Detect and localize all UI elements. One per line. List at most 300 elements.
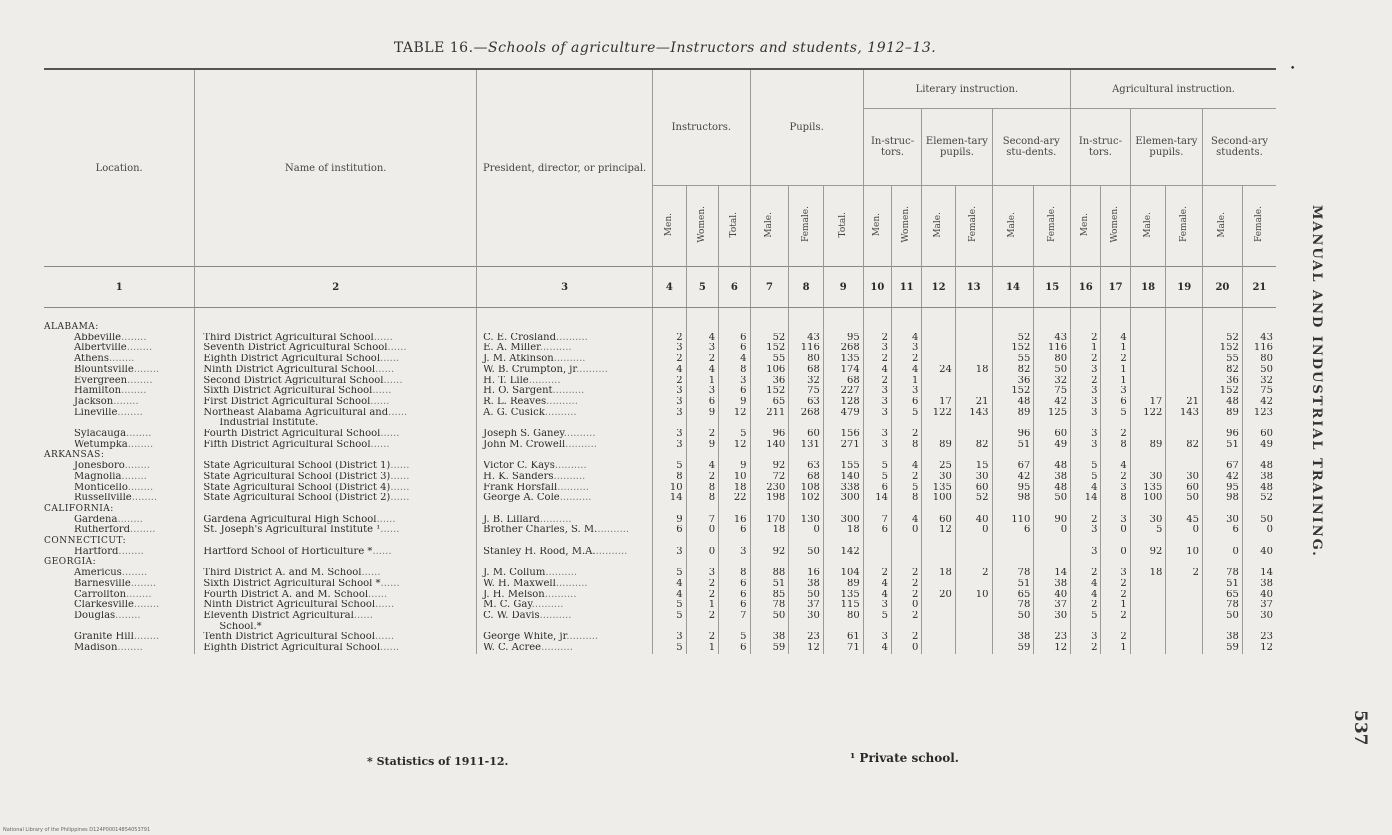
institution-name: Fourth District A. and M. School <box>203 589 369 600</box>
header-female <box>1242 186 1276 267</box>
value-cell <box>1130 590 1166 601</box>
institution-name: Northeast Alabama Agricultural and <box>203 407 389 418</box>
value-cell: 4 <box>1071 590 1101 601</box>
table-row <box>44 472 1276 483</box>
value-cell <box>863 418 891 429</box>
value-cell: 95 <box>823 333 863 344</box>
location-label: Americus <box>74 568 122 579</box>
column-number-row <box>44 267 1276 308</box>
value-cell: 2 <box>686 579 718 590</box>
institution-cell: Gardena Agricultural High School...... <box>195 515 477 526</box>
value-cell <box>955 536 992 547</box>
column-number: 13 <box>955 267 992 308</box>
value-cell: 5 <box>719 632 750 643</box>
value-cell: 14 <box>863 493 891 504</box>
value-cell <box>1166 622 1203 633</box>
value-cell: 2 <box>891 354 921 365</box>
value-cell: 71 <box>823 643 863 654</box>
value-cell: 6 <box>1203 525 1243 536</box>
value-cell <box>653 557 687 568</box>
value-cell: 23 <box>1034 632 1071 643</box>
value-cell <box>1166 365 1203 376</box>
value-cell: 48 <box>1242 483 1276 494</box>
value-cell <box>1242 450 1276 461</box>
value-cell: 60 <box>955 483 992 494</box>
value-cell: 50 <box>1034 365 1071 376</box>
value-cell <box>922 600 956 611</box>
value-cell: 0 <box>891 643 921 654</box>
value-cell: 50 <box>992 611 1034 622</box>
value-cell <box>955 557 992 568</box>
header-male-label: Male. <box>1007 211 1018 238</box>
location-label: Jonesboro <box>74 461 125 472</box>
value-cell <box>922 333 956 344</box>
value-cell: 32 <box>1034 376 1071 387</box>
value-cell: 6 <box>653 525 687 536</box>
value-cell <box>1101 418 1130 429</box>
value-cell: 12 <box>719 440 750 451</box>
value-cell <box>719 504 750 515</box>
value-cell: 3 <box>719 376 750 387</box>
column-number: 5 <box>686 267 718 308</box>
value-cell: 2 <box>955 568 992 579</box>
page-number: 537 <box>1350 710 1370 746</box>
value-cell: 152 <box>1203 343 1243 354</box>
value-cell <box>1242 504 1276 515</box>
president-name: George White, jr <box>483 632 567 643</box>
value-cell: 38 <box>750 632 789 643</box>
value-cell: 102 <box>789 493 824 504</box>
value-cell: 268 <box>823 343 863 354</box>
header-women <box>1101 186 1130 267</box>
value-cell <box>1101 322 1130 333</box>
value-cell <box>1130 622 1166 633</box>
table-row <box>44 397 1276 408</box>
value-cell <box>1166 611 1203 622</box>
value-cell <box>1130 504 1166 515</box>
header-men <box>1071 186 1101 267</box>
value-cell: 55 <box>992 354 1034 365</box>
location-cell: Madison........ <box>44 643 195 654</box>
value-cell: 60 <box>922 515 956 526</box>
value-cell: 48 <box>992 397 1034 408</box>
value-cell: 96 <box>992 429 1034 440</box>
table-row <box>44 376 1276 387</box>
value-cell <box>1071 557 1101 568</box>
value-cell <box>1166 343 1203 354</box>
president-cell <box>477 557 653 568</box>
president-cell: John M. Crowell.......... <box>477 440 653 451</box>
location-cell <box>44 622 195 633</box>
value-cell: 18 <box>922 568 956 579</box>
value-cell: 3 <box>686 343 718 354</box>
state-name <box>44 322 195 333</box>
table-row <box>44 643 1276 654</box>
value-cell: 3 <box>653 343 687 354</box>
value-cell: 49 <box>1034 440 1071 451</box>
president-name: Stanley H. Rood, M.A. <box>483 546 596 557</box>
table-row <box>44 354 1276 365</box>
value-cell: 55 <box>1203 354 1243 365</box>
value-cell: 125 <box>1034 408 1071 419</box>
value-cell: 3 <box>863 386 891 397</box>
value-cell <box>1034 450 1071 461</box>
value-cell <box>1166 386 1203 397</box>
value-cell: 227 <box>823 386 863 397</box>
location-label: Athens <box>74 354 109 365</box>
location-cell: Albertville........ <box>44 343 195 354</box>
table-row <box>44 611 1276 622</box>
value-cell: 12 <box>922 525 956 536</box>
value-cell: 30 <box>1130 515 1166 526</box>
value-cell: 2 <box>1071 515 1101 526</box>
value-cell: 89 <box>1130 440 1166 451</box>
location-label: Monticello <box>74 482 128 493</box>
president-name: A. G. Cusick <box>483 407 545 418</box>
table-row <box>44 525 1276 536</box>
value-cell: 92 <box>750 461 789 472</box>
value-cell <box>789 622 824 633</box>
value-cell: 63 <box>789 461 824 472</box>
value-cell: 7 <box>686 515 718 526</box>
value-cell <box>922 547 956 558</box>
value-cell: 152 <box>992 343 1034 354</box>
value-cell: 89 <box>922 440 956 451</box>
value-cell: 5 <box>653 611 687 622</box>
value-cell: 100 <box>922 493 956 504</box>
value-cell <box>1166 354 1203 365</box>
value-cell <box>686 536 718 547</box>
value-cell <box>1130 450 1166 461</box>
value-cell: 128 <box>823 397 863 408</box>
header-male <box>922 186 956 267</box>
value-cell <box>955 333 992 344</box>
value-cell <box>686 450 718 461</box>
value-cell: 80 <box>1034 354 1071 365</box>
value-cell <box>992 622 1034 633</box>
value-cell <box>1130 333 1166 344</box>
value-cell: 1 <box>1071 343 1101 354</box>
value-cell: 52 <box>1242 493 1276 504</box>
value-cell: 12 <box>1034 643 1071 654</box>
value-cell <box>1242 557 1276 568</box>
value-cell: 4 <box>686 461 718 472</box>
value-cell: 18 <box>955 365 992 376</box>
value-cell: 95 <box>992 483 1034 494</box>
value-cell <box>1034 622 1071 633</box>
column-number: 16 <box>1071 267 1101 308</box>
value-cell <box>955 376 992 387</box>
value-cell: 82 <box>992 365 1034 376</box>
institution-name: Sixth District Agricultural School <box>203 386 373 397</box>
value-cell <box>922 343 956 354</box>
institution-name: Eighth District Agricultural School <box>203 354 381 365</box>
location-cell: Americus........ <box>44 568 195 579</box>
value-cell: 80 <box>1242 354 1276 365</box>
value-cell: 5 <box>863 472 891 483</box>
value-cell: 3 <box>1071 429 1101 440</box>
value-cell: 2 <box>891 632 921 643</box>
president-name: John M. Crowell <box>483 439 566 450</box>
value-cell: 52 <box>750 333 789 344</box>
value-cell <box>1034 547 1071 558</box>
president-name: W. H. Maxwell <box>483 578 556 589</box>
value-cell: 40 <box>1034 590 1071 601</box>
value-cell: 104 <box>823 568 863 579</box>
president-name: Frank Horsfall <box>483 482 558 493</box>
value-cell <box>750 322 789 333</box>
value-cell: 36 <box>750 376 789 387</box>
value-cell: 40 <box>1242 547 1276 558</box>
value-cell: 130 <box>789 515 824 526</box>
value-cell: 152 <box>992 386 1034 397</box>
value-cell <box>891 536 921 547</box>
location-label: Barnesville <box>74 578 131 589</box>
value-cell: 6 <box>719 525 750 536</box>
value-cell <box>863 557 891 568</box>
header-women <box>891 186 921 267</box>
value-cell <box>823 622 863 633</box>
value-cell <box>1242 536 1276 547</box>
institution-cell: Northeast Alabama Agricultural and...... <box>195 408 477 419</box>
value-cell: 1 <box>1101 343 1130 354</box>
value-cell <box>1242 418 1276 429</box>
value-cell <box>653 450 687 461</box>
value-cell: 211 <box>750 408 789 419</box>
header-female-label: Female. <box>800 206 811 243</box>
value-cell <box>992 450 1034 461</box>
value-cell: 9 <box>719 397 750 408</box>
value-cell <box>1203 504 1243 515</box>
value-cell: 1 <box>686 643 718 654</box>
header-male-label: Male. <box>1142 211 1153 238</box>
header-location: Location. <box>44 69 195 267</box>
value-cell: 8 <box>1101 440 1130 451</box>
value-cell: 0 <box>891 600 921 611</box>
value-cell: 123 <box>1242 408 1276 419</box>
value-cell <box>1166 504 1203 515</box>
institution-cell: St. Joseph's Agricultural Institute ¹...... <box>195 525 477 536</box>
value-cell: 3 <box>863 600 891 611</box>
location-cell: Jonesboro........ <box>44 461 195 472</box>
running-head: MANUAL AND INDUSTRIAL TRAINING. <box>1309 205 1324 558</box>
institution-cell <box>195 504 477 515</box>
value-cell <box>1034 504 1071 515</box>
value-cell: 4 <box>891 515 921 526</box>
value-cell <box>891 450 921 461</box>
header-female <box>955 186 992 267</box>
institution-cell: Hartford School of Horticulture *...... <box>195 547 477 558</box>
header-male <box>1203 186 1243 267</box>
value-cell <box>955 386 992 397</box>
value-cell <box>955 579 992 590</box>
value-cell <box>922 536 956 547</box>
value-cell: 2 <box>891 611 921 622</box>
value-cell: 89 <box>1203 408 1243 419</box>
value-cell <box>922 354 956 365</box>
state-heading-row <box>44 322 1276 333</box>
value-cell <box>1203 622 1243 633</box>
value-cell <box>1166 536 1203 547</box>
value-cell: 3 <box>653 547 687 558</box>
president-cell: Joseph S. Ganey.......... <box>477 429 653 440</box>
value-cell: 78 <box>992 600 1034 611</box>
value-cell <box>1101 536 1130 547</box>
value-cell <box>1130 579 1166 590</box>
value-cell: 36 <box>1203 376 1243 387</box>
value-cell <box>992 418 1034 429</box>
location-label: Sylacauga <box>74 429 127 440</box>
value-cell <box>1101 450 1130 461</box>
value-cell: 82 <box>955 440 992 451</box>
value-cell: 2 <box>686 632 718 643</box>
value-cell: 2 <box>863 376 891 387</box>
value-cell: 135 <box>1130 483 1166 494</box>
table-row <box>44 590 1276 601</box>
value-cell: 135 <box>823 590 863 601</box>
institution-cell: Fourth District A. and M. School...... <box>195 590 477 601</box>
value-cell <box>1203 536 1243 547</box>
value-cell: 2 <box>1101 611 1130 622</box>
column-number: 19 <box>1166 267 1203 308</box>
value-cell <box>719 418 750 429</box>
table-row <box>44 429 1276 440</box>
value-cell: 143 <box>955 408 992 419</box>
value-cell: 5 <box>891 483 921 494</box>
value-cell <box>992 504 1034 515</box>
table-row <box>44 461 1276 472</box>
value-cell <box>922 611 956 622</box>
value-cell: 4 <box>686 333 718 344</box>
value-cell: 3 <box>1071 525 1101 536</box>
header-instructors: Instructors. <box>653 69 750 186</box>
table-row <box>44 600 1276 611</box>
value-cell <box>1166 590 1203 601</box>
value-cell <box>823 557 863 568</box>
value-cell: 1 <box>1101 376 1130 387</box>
value-cell: 55 <box>750 354 789 365</box>
header-female <box>1166 186 1203 267</box>
president-cell: J. B. Lillard.......... <box>477 515 653 526</box>
value-cell <box>1101 504 1130 515</box>
value-cell: 51 <box>1203 579 1243 590</box>
value-cell: 10 <box>719 472 750 483</box>
value-cell: 50 <box>750 611 789 622</box>
table-title-text: Schools of agriculture—Instructors and students, 1912–13. <box>488 40 937 56</box>
value-cell: 18 <box>719 483 750 494</box>
institution-cell <box>195 557 477 568</box>
value-cell <box>1242 322 1276 333</box>
value-cell: 22 <box>719 493 750 504</box>
president-cell: J. M. Atkinson.......... <box>477 354 653 365</box>
value-cell: 10 <box>955 590 992 601</box>
president-cell <box>477 622 653 633</box>
header-lit-secondary: Second-ary stu-dents. <box>992 109 1071 186</box>
institution-name: Seventh District Agricultural School <box>203 343 388 354</box>
value-cell <box>1166 632 1203 643</box>
value-cell: 5 <box>653 600 687 611</box>
institution-cell: Sixth District Agricultural School...... <box>195 386 477 397</box>
value-cell: 4 <box>891 461 921 472</box>
value-cell: 155 <box>823 461 863 472</box>
institution-cell: State Agricultural School (District 4)...... <box>195 483 477 494</box>
location-cell: Gardena........ <box>44 515 195 526</box>
value-cell <box>719 622 750 633</box>
value-cell: 60 <box>1166 483 1203 494</box>
value-cell: 68 <box>789 365 824 376</box>
value-cell <box>1166 418 1203 429</box>
value-cell: 2 <box>891 568 921 579</box>
location-label: Hamilton <box>74 386 122 397</box>
value-cell <box>955 343 992 354</box>
value-cell: 5 <box>653 461 687 472</box>
value-cell: 0 <box>891 525 921 536</box>
value-cell <box>719 536 750 547</box>
value-cell: 5 <box>1071 611 1101 622</box>
value-cell: 6 <box>719 579 750 590</box>
value-cell: 51 <box>992 440 1034 451</box>
value-cell: 0 <box>1203 547 1243 558</box>
value-cell: 17 <box>922 397 956 408</box>
value-cell: 3 <box>1071 365 1101 376</box>
location-cell: Sylacauga........ <box>44 429 195 440</box>
location-cell: Abbeville........ <box>44 333 195 344</box>
value-cell: 14 <box>653 493 687 504</box>
institution-name: Ninth District Agricultural School <box>203 600 376 611</box>
value-cell: 3 <box>1101 386 1130 397</box>
value-cell <box>653 622 687 633</box>
value-cell: 3 <box>653 429 687 440</box>
value-cell: 3 <box>1071 397 1101 408</box>
state-heading-row <box>44 557 1276 568</box>
header-men <box>863 186 891 267</box>
president-cell: J. M. Collum.......... <box>477 568 653 579</box>
value-cell: 23 <box>789 632 824 643</box>
header-total <box>719 186 750 267</box>
value-cell: 59 <box>992 643 1034 654</box>
institution-name: Tenth District Agricultural School <box>203 632 375 643</box>
value-cell: 85 <box>750 590 789 601</box>
value-cell: 3 <box>863 429 891 440</box>
value-cell: 8 <box>1101 493 1130 504</box>
value-cell: 78 <box>750 600 789 611</box>
value-cell <box>1071 418 1101 429</box>
president-name: H. O. Sargent <box>483 386 553 397</box>
value-cell: 6 <box>719 590 750 601</box>
value-cell: 3 <box>1071 386 1101 397</box>
value-cell <box>1130 557 1166 568</box>
value-cell: 80 <box>823 611 863 622</box>
president-name: H. K. Sanders <box>483 471 554 482</box>
value-cell: 6 <box>863 483 891 494</box>
value-cell: 271 <box>823 440 863 451</box>
value-cell: 51 <box>1203 440 1243 451</box>
value-cell <box>750 450 789 461</box>
margin-bullet: • <box>1290 64 1296 74</box>
value-cell <box>719 322 750 333</box>
value-cell: 52 <box>1203 333 1243 344</box>
value-cell: 116 <box>1242 343 1276 354</box>
schools-table <box>44 68 1276 654</box>
header-female-label: Female. <box>1046 206 1057 243</box>
value-cell: 12 <box>719 408 750 419</box>
value-cell: 6 <box>891 397 921 408</box>
value-cell: 2 <box>1071 376 1101 387</box>
value-cell <box>1130 536 1166 547</box>
value-cell: 0 <box>955 525 992 536</box>
value-cell: 3 <box>686 386 718 397</box>
value-cell: 75 <box>789 386 824 397</box>
